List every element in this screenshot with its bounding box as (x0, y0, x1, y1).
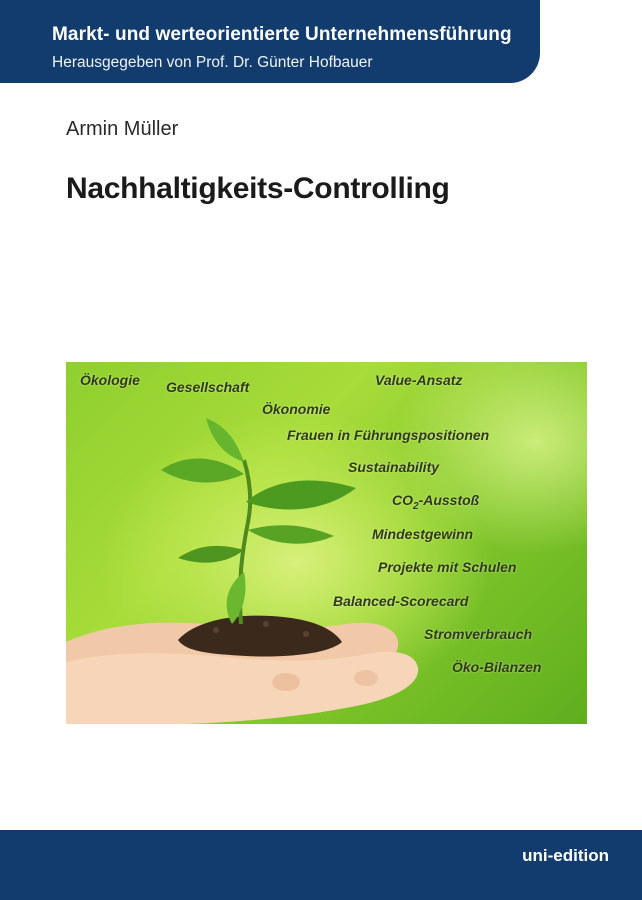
keyword-gesellschaft: Gesellschaft (166, 379, 250, 395)
keyword-oekonomie: Ökonomie (262, 401, 331, 417)
cover-image (66, 362, 587, 724)
series-editor: Herausgegeben von Prof. Dr. Günter Hofbauer (52, 54, 373, 71)
series-banner (0, 0, 540, 83)
keyword-oekologie: Ökologie (80, 372, 140, 388)
keyword-value-ansatz: Value-Ansatz (375, 372, 463, 388)
keyword-mindestgewinn: Mindestgewinn (372, 526, 474, 542)
keyword-oeko-bilanzen: Öko-Bilanzen (452, 659, 542, 675)
book-title: Nachhaltigkeits-Controlling (66, 172, 450, 205)
series-title: Markt- und werteorientierte Unternehmensführung (52, 24, 512, 45)
keyword-co2-ausstoss: $CO_2$-Ausstoß (392, 492, 480, 512)
footer-band (0, 830, 642, 900)
keyword-stromverbrauch: Stromverbrauch (424, 626, 533, 642)
publisher-name: uni-edition (522, 846, 609, 865)
keyword-balanced-scorecard: Balanced-Scorecard (333, 593, 469, 609)
keyword-frauen-in-fuehrungspositionen: Frauen in Führungspositionen (287, 427, 490, 443)
keyword-projekte-mit-schulen: Projekte mit Schulen (378, 559, 517, 575)
author-name: Armin Müller (66, 118, 179, 140)
keyword-sustainability: Sustainability (348, 459, 440, 475)
